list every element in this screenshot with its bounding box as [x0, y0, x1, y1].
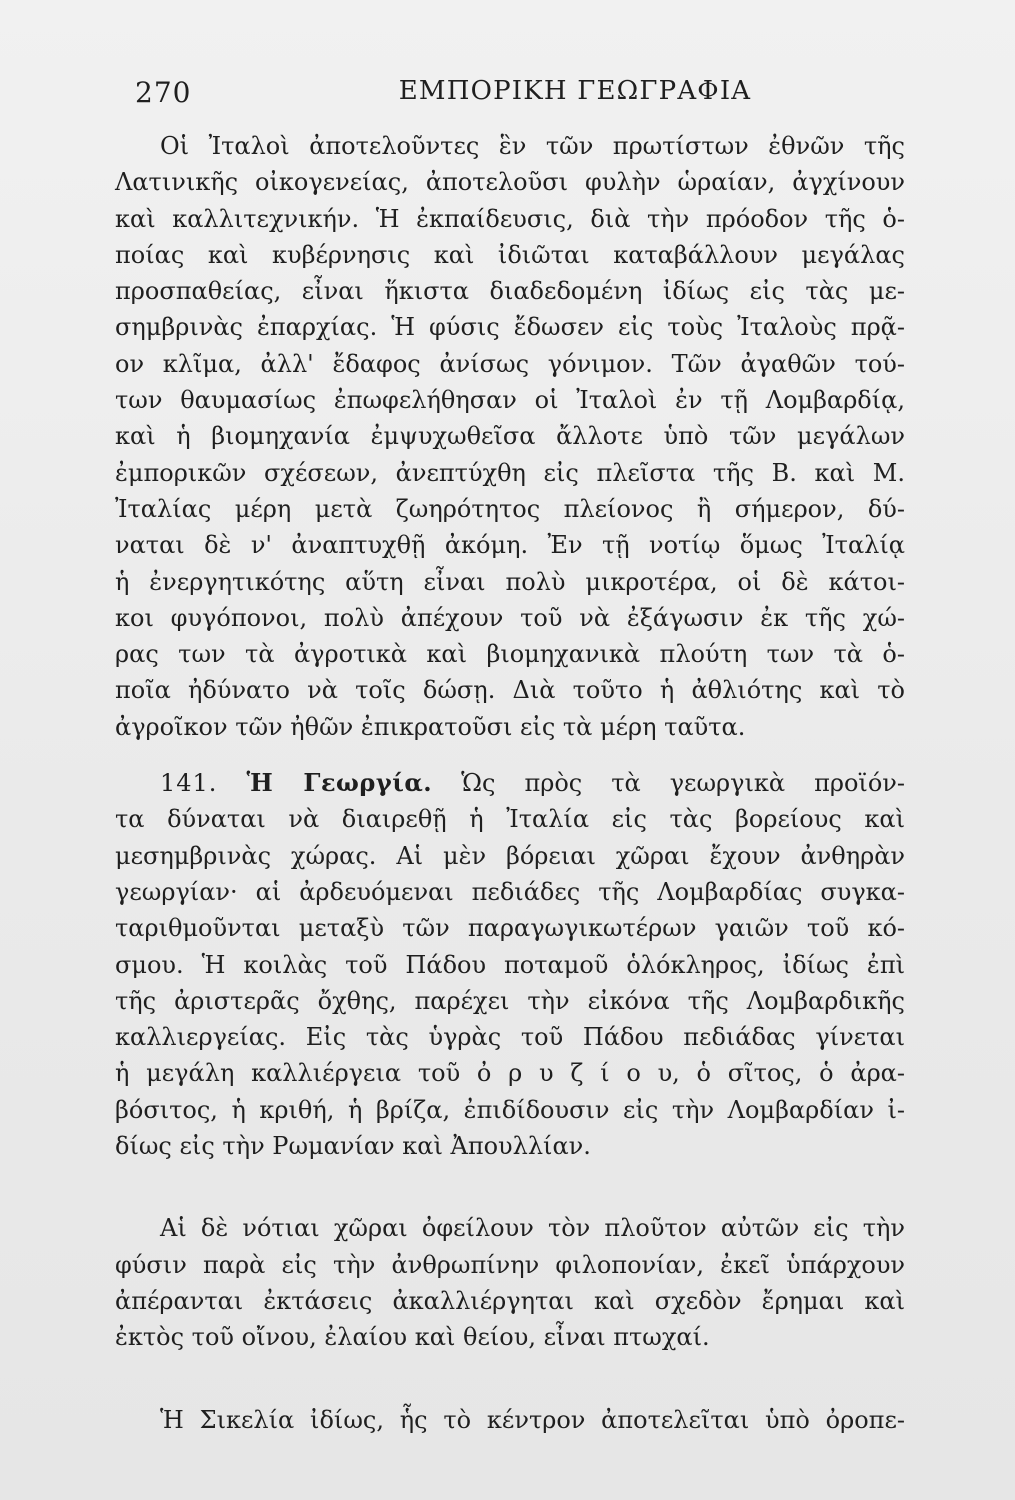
- text-line: ναται δὲ ν' ἀναπτυχθῇ ἀκόμη. Ἐν τῇ νοτίῳ ὅμως Ἰταλίᾳ: [115, 531, 905, 560]
- text-line: ἐκτὸς τοῦ οἴνου, ἐλαίου καὶ θείου, εἶναι πτωχαί.: [115, 1323, 710, 1352]
- text-line: γεωργίαν· αἱ ἀρδευόμεναι πεδιάδες τῆς Λομβαρδίας συγκα-: [115, 877, 905, 906]
- text-line: δίως εἰς τὴν Ρωμανίαν καὶ Ἀπουλλίαν.: [115, 1132, 591, 1161]
- text-line: Αἱ δὲ νότιαι χῶραι ὀφείλουν τὸν πλοῦτον αὐτῶν εἰς τὴν: [160, 1214, 905, 1243]
- page-header: [135, 68, 895, 112]
- text-line: Ὡς πρὸς τὰ γεωργικὰ προϊόν-: [461, 769, 905, 798]
- text-line: καὶ ἡ βιομηχανία ἐμψυχωθεῖσα ἄλλοτε ὑπὸ τῶν μεγάλων: [115, 422, 905, 451]
- body-text: [115, 128, 905, 1438]
- text-line: των θαυμασίως ἐπωφελήθησαν οἱ Ἰταλοὶ ἐν τῇ Λομβαρδίᾳ,: [115, 386, 905, 415]
- text-line: ἡ μεγάλη καλλιέργεια τοῦ ὀ ρ υ ζ ί ο υ, ὁ σῖτος, ὁ ἀρα-: [115, 1059, 905, 1088]
- text-line: καὶ καλλιτεχνικήν. Ἡ ἐκπαίδευσις, διὰ τὴν πρόοδον τῆς ὁ-: [115, 204, 905, 233]
- section-agriculture: [115, 765, 905, 1164]
- text-line: ἀγροῖκον τῶν ἠθῶν ἐπικρατοῦσι εἰς τὰ μέρη ταῦτα.: [115, 712, 746, 741]
- text-line: ρας των τὰ ἀγροτικὰ καὶ βιομηχανικὰ πλούτη των τὰ ὁ-: [115, 640, 905, 669]
- text-line: ταριθμοῦνται μεταξὺ τῶν παραγωγικωτέρων γαιῶν τοῦ κό-: [115, 914, 905, 943]
- paragraph-southern-lands: [115, 1210, 905, 1355]
- text-line: φύσιν παρὰ εἰς τὴν ἀνθρωπίνην φιλοπονίαν, ἐκεῖ ὑπάρχουν: [115, 1250, 905, 1279]
- section-number: 141.: [160, 769, 218, 798]
- page-number: 270: [135, 76, 192, 109]
- text-line: κοι φυγόπονοι, πολὺ ἀπέχουν τοῦ νὰ ἐξάγωσιν ἐκ τῆς χώ-: [115, 603, 905, 632]
- text-line: βόσιτος, ἡ κριθή, ἡ βρίζα, ἐπιδίδουσιν εἰς τὴν Λομβαρδίαν ἰ-: [115, 1095, 905, 1124]
- text-line: καλλιεργείας. Εἰς τὰς ὑγρὰς τοῦ Πάδου πεδιάδας γίνεται: [115, 1023, 905, 1052]
- text-line: ἀπέρανται ἐκτάσεις ἀκαλλιέργηται καὶ σχεδὸν ἔρημαι καὶ: [115, 1286, 905, 1315]
- running-title: ΕΜΠΟΡΙΚΗ ΓΕΩΓΡΑΦΙΑ: [398, 76, 752, 106]
- text-line: ποῖα ἠδύνατο νὰ τοῖς δώσῃ. Διὰ τοῦτο ἡ ἀθλιότης καὶ τὸ: [115, 676, 905, 705]
- text-line: ἐμπορικῶν σχέσεων, ἀνεπτύχθη εἰς πλεῖστα τῆς Β. καὶ Μ.: [115, 458, 905, 487]
- text-line: προσπαθείας, εἶναι ἥκιστα διαδεδομένη ἰδίως εἰς τὰς με-: [115, 277, 905, 306]
- text-line: τα δύναται νὰ διαιρεθῇ ἡ Ἰταλία εἰς τὰς βορείους καὶ: [115, 805, 905, 834]
- section-title: Ἡ Γεωργία.: [246, 768, 433, 798]
- paragraph-italians: [115, 128, 905, 745]
- text-line: σημβρινὰς ἐπαρχίας. Ἡ φύσις ἔδωσεν εἰς τοὺς Ἰταλοὺς πρᾷ-: [115, 313, 905, 342]
- text-line: Λατινικῆς οἰκογενείας, ἀποτελοῦσι φυλὴν ὡραίαν, ἀγχίνουν: [115, 168, 905, 197]
- text-line: ον κλῖμα, ἀλλ' ἔδαφος ἀνίσως γόνιμον. Τῶν ἀγαθῶν τού-: [115, 349, 905, 378]
- paragraph-sicily: [115, 1402, 905, 1438]
- text-line: τῆς ἀριστερᾶς ὄχθης, παρέχει τὴν εἰκόνα τῆς Λομβαρδικῆς: [115, 986, 905, 1015]
- section-heading-line: [115, 765, 905, 801]
- text-line: ποίας καὶ κυβέρνησις καὶ ἰδιῶται καταβάλλουν μεγάλας: [115, 240, 905, 269]
- text-line: Ἰταλίας μέρη μετὰ ζωηρότητος πλείονος ἢ σήμερον, δύ-: [115, 494, 905, 523]
- text-line: ἡ ἐνεργητικότης αὕτη εἶναι πολὺ μικροτέρα, οἱ δὲ κάτοι-: [115, 567, 905, 596]
- text-line: σμου. Ἡ κοιλὰς τοῦ Πάδου ποταμοῦ ὁλόκληρος, ἰδίως ἐπὶ: [115, 950, 905, 979]
- text-line: Ἡ Σικελία ἰδίως, ἧς τὸ κέντρον ἀποτελεῖται ὑπὸ ὀροπε-: [160, 1405, 905, 1434]
- text-line: μεσημβρινὰς χώρας. Αἱ μὲν βόρειαι χῶραι ἔχουν ἀνθηρὰν: [115, 841, 905, 870]
- text-line: Οἱ Ἰταλοὶ ἀποτελοῦντες ἓν τῶν πρωτίστων ἐθνῶν τῆς: [160, 132, 905, 160]
